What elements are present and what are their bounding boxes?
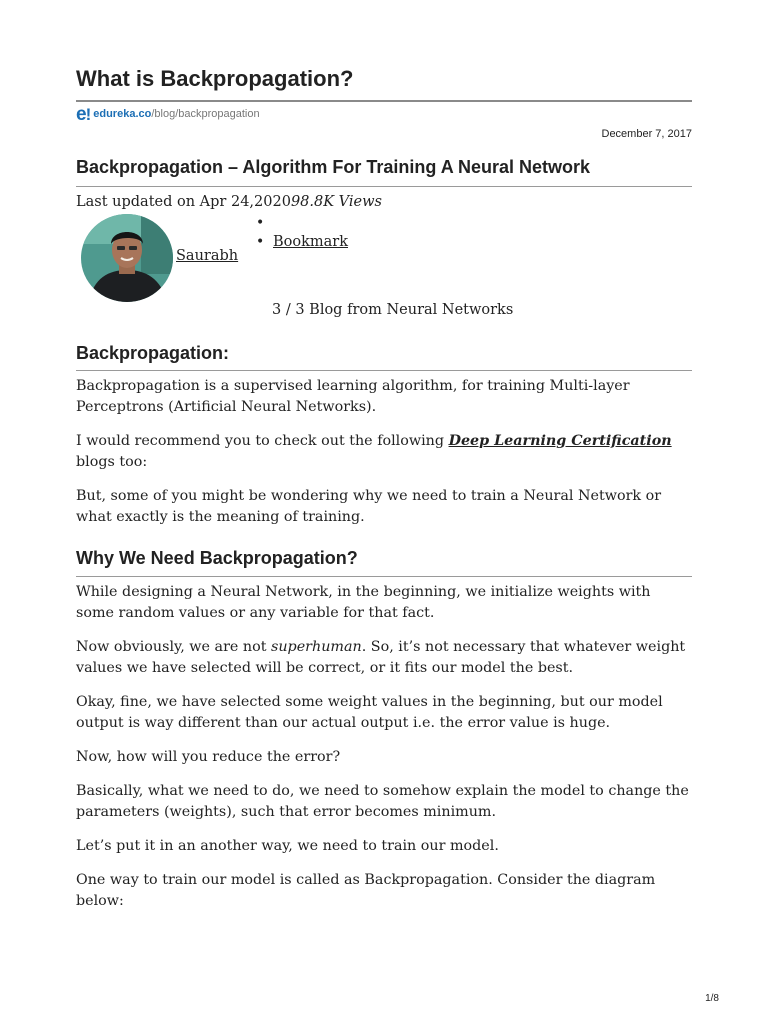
article-title: Backpropagation – Algorithm For Training A Neural Network xyxy=(76,157,591,177)
edureka-logo-icon: e ! xyxy=(76,103,92,125)
section-heading-why-backpropagation: Why We Need Backpropagation? xyxy=(76,548,358,568)
list-item xyxy=(256,233,348,252)
paragraph: Backpropagation is a supervised learning algorithm, for training Multi-layer Perceptrons (Artificial Neural Networks). xyxy=(76,378,630,415)
section-divider xyxy=(76,370,692,371)
paragraph: Okay, fine, we have selected some weight values in the beginning, but our model output is way different than our actual output i.e. the error value is huge. xyxy=(76,694,663,731)
source-domain[interactable]: edureka.co xyxy=(93,108,152,120)
deep-learning-certification-link[interactable]: Deep Learning Certification xyxy=(448,433,672,449)
paragraph: Now, how will you reduce the error? xyxy=(76,749,341,765)
action-list xyxy=(256,214,348,252)
author-photo-icon xyxy=(81,214,173,302)
publish-date: December 7, 2017 xyxy=(601,128,692,140)
page-title: What is Backpropagation? xyxy=(76,66,354,91)
paragraph: Now obviously, we are not superhuman. So, it’s not necessary that whatever weight values we have selected will be correct, or it fits our model the best. xyxy=(76,639,686,676)
view-count: 98.8K Views xyxy=(290,194,382,210)
section-heading-backpropagation: Backpropagation: xyxy=(76,343,230,363)
paragraph: But, some of you might be wondering why we need to train a Neural Network or what exactly is the meaning of training. xyxy=(76,488,662,525)
paragraph: Let’s put it in an another way, we need to train our model. xyxy=(76,838,499,854)
bookmark-link[interactable]: Bookmark xyxy=(273,234,349,250)
paragraph: I would recommend you to check out the following Deep Learning Certification blogs too: xyxy=(76,433,672,470)
section-divider xyxy=(76,576,692,577)
list-item xyxy=(256,214,348,233)
author-avatar[interactable] xyxy=(81,214,173,302)
series-info: 3 / 3 Blog from Neural Networks xyxy=(272,302,514,318)
article-meta xyxy=(76,194,382,210)
source-path[interactable]: /blog/backpropagation xyxy=(151,108,260,120)
source-line xyxy=(76,105,260,123)
last-updated: Last updated on Apr 24,2020 xyxy=(76,194,291,210)
paragraph: One way to train our model is called as Backpropagation. Consider the diagram below: xyxy=(76,872,656,909)
paragraph: While designing a Neural Network, in the beginning, we initialize weights with some random values or any variable for that fact. xyxy=(76,584,651,621)
page-number: 1/8 xyxy=(705,993,719,1004)
title-divider xyxy=(76,100,692,102)
author-link[interactable]: Saurabh xyxy=(176,248,239,264)
article-title-divider xyxy=(76,186,692,187)
paragraph: Basically, what we need to do, we need to somehow explain the model to change the parameters (weights), such that error becomes minimum. xyxy=(76,783,689,820)
